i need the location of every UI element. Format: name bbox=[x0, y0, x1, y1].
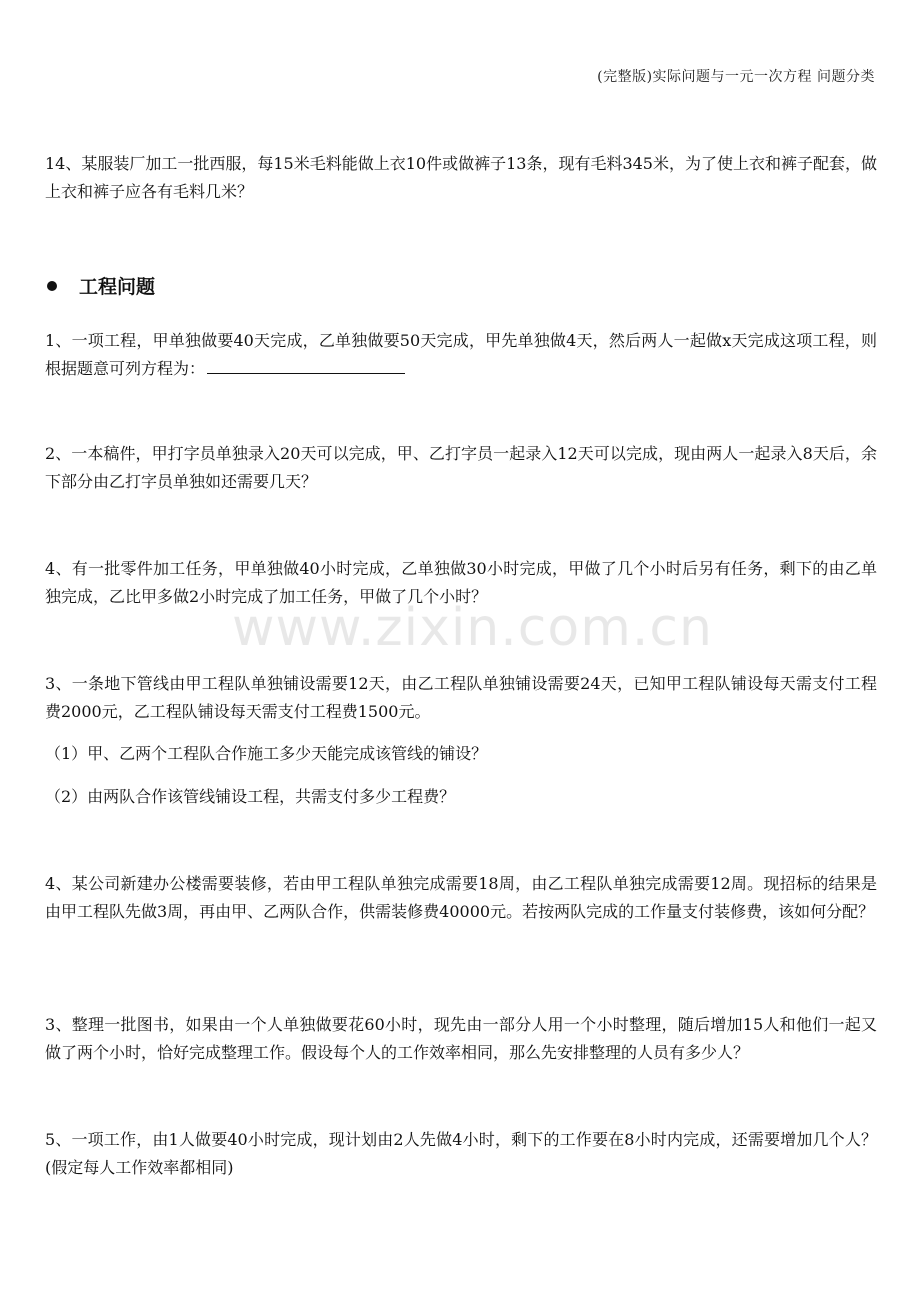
page-header-title: (完整版)实际问题与一元一次方程 问题分类 bbox=[597, 69, 875, 85]
section-heading bbox=[45, 272, 155, 299]
question-3a bbox=[45, 670, 877, 726]
question-text: 3、整理一批图书，如果由一个人单独做要花60小时，现先由一部分人用一个小时整理，随后增加15人和他们一起又做了两个小时，恰好完成整理工作。假设每个人的工作效率相同，那么先安排整理的人员有多少人？ bbox=[45, 1015, 877, 1062]
question-text: 3、一条地下管线由甲工程队单独铺设需要12天，由乙工程队单独铺设需要24天，已知甲工程队铺设每天需支付工程费2000元，乙工程队铺设每天需支付工程费1500元。 bbox=[45, 674, 877, 721]
question-5 bbox=[45, 1126, 877, 1182]
answer-blank bbox=[207, 355, 405, 374]
question-text: 14、某服装厂加工一批西服，每15米毛料能做上衣10件或做裤子13条，现有毛料345米，为了使上衣和裤子配套，做上衣和裤子应各有毛料几米？ bbox=[45, 154, 877, 201]
question-3b bbox=[45, 1011, 877, 1067]
question-4a bbox=[45, 555, 877, 611]
subquestion-1: （1）甲、乙两个工程队合作施工多少天能完成该管线的铺设？ bbox=[45, 744, 488, 763]
subquestion-2: （2）由两队合作该管线铺设工程，共需支付多少工程费？ bbox=[45, 787, 456, 806]
question-14 bbox=[45, 150, 877, 206]
question-text: 4、有一批零件加工任务，甲单独做40小时完成，乙单独做30小时完成，甲做了几个小时后另有任务，剩下的由乙单独完成，乙比甲多做2小时完成了加工任务，甲做了几个小时？ bbox=[45, 559, 877, 606]
bullet-icon bbox=[47, 281, 57, 291]
question-text: 4、某公司新建办公楼需要装修，若由甲工程队单独完成需要18周，由乙工程队单独完成需要12周。现招标的结果是由甲工程队先做3周，再由甲、乙两队合作，供需装修费40000元。若按两队完成的工作量支付装修费，该如何分配？ bbox=[45, 874, 877, 921]
watermark: www.zixin.com.cn bbox=[232, 598, 713, 658]
question-1 bbox=[45, 327, 877, 383]
question-text: 2、一本稿件，甲打字员单独录入20天可以完成，甲、乙打字员一起录入12天可以完成，现由两人一起录入8天后，余下部分由乙打字员单独如还需要几天？ bbox=[45, 444, 877, 491]
question-text: 1、一项工程，甲单独做要40天完成，乙单独做要50天完成，甲先单独做4天，然后两人一起做x天完成这项工程，则根据题意可列方程为： bbox=[45, 331, 877, 378]
question-2 bbox=[45, 440, 877, 496]
question-text: 5、一项工作，由1人做要40小时完成，现计划由2人先做4小时，剩下的工作要在8小时内完成，还需要增加几个人？(假定每人工作效率都相同) bbox=[45, 1130, 877, 1177]
question-4b bbox=[45, 870, 877, 926]
section-title: 工程问题 bbox=[79, 276, 156, 298]
